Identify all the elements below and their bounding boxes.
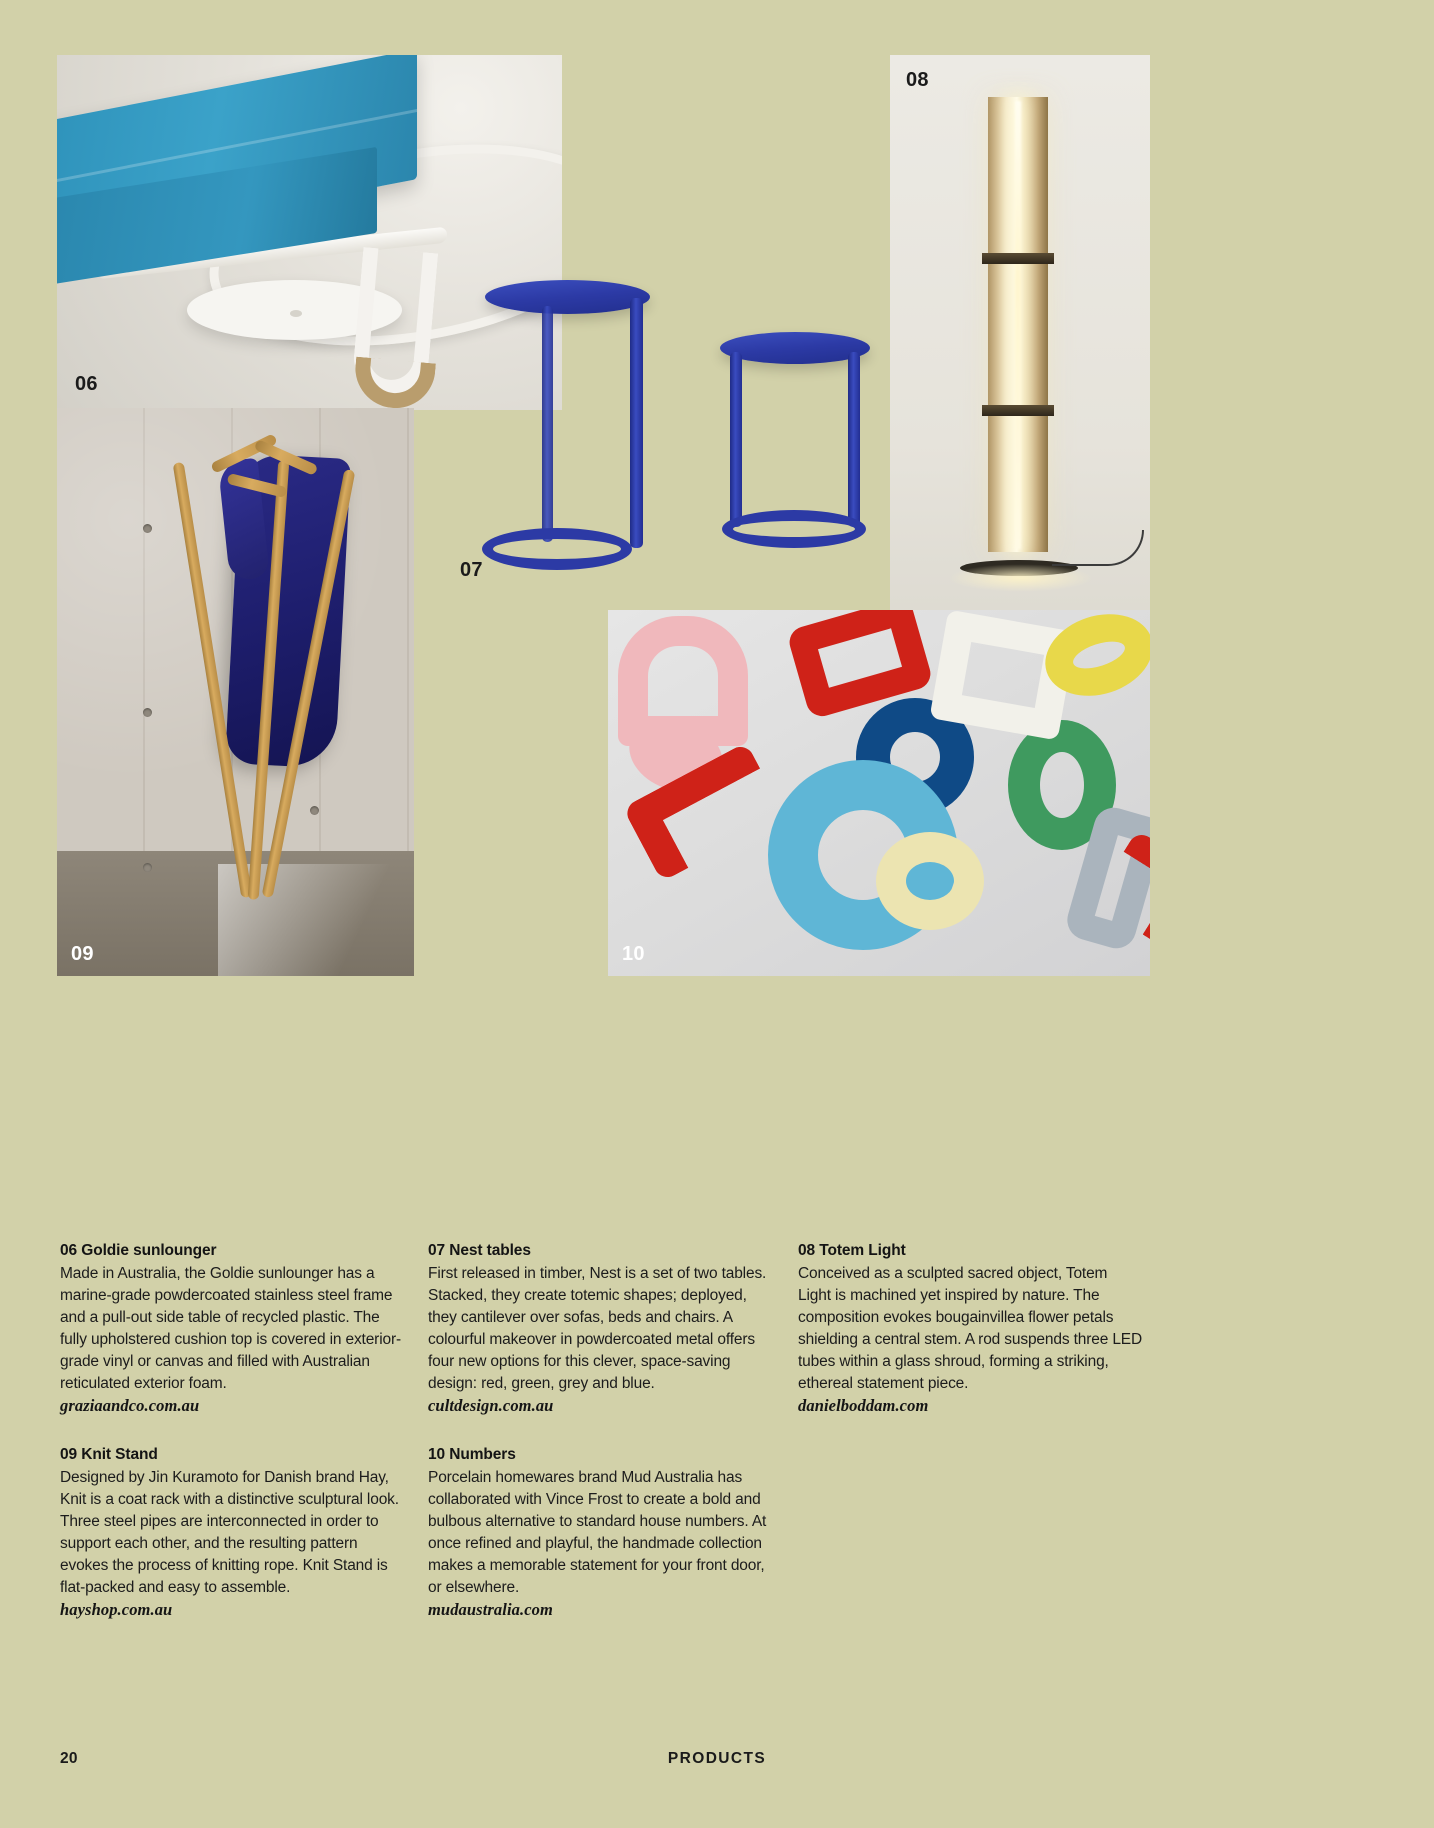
product-image-08-totem-light — [890, 55, 1150, 610]
caption-column-2 — [428, 1240, 773, 1647]
caption-column-3 — [798, 1240, 1143, 1444]
caption-body-08: Conceived as a sculpted sacred object, Totem Light is machined yet inspired by nature. The composition evokes bougainvillea flower petals shielding a central stem. A rod suspends three LED tubes within a glass shroud, forming a striking, ethereal statement piece. — [798, 1265, 1143, 1393]
caption-entry-06 — [60, 1240, 405, 1418]
caption-body-09: Designed by Jin Kuramoto for Danish brand Hay, Knit is a coat rack with a distinctive sculptural look. Three steel pipes are interconnected in order to support each other, and the resulting pattern evokes the process of knitting rope. Knit Stand is flat-packed and easy to assemble. — [60, 1468, 399, 1597]
nest-table-short-base — [722, 510, 866, 548]
nest-table-short-leg-left — [730, 352, 742, 527]
caption-column-1 — [60, 1240, 405, 1647]
product-image-10-numbers — [608, 610, 1150, 976]
totem-band-lower — [982, 405, 1054, 416]
caption-url-10[interactable]: mudaustralia.com — [428, 1600, 553, 1620]
nest-table-tall-stem-inner — [542, 306, 553, 542]
nest-table-short-leg-right — [848, 352, 860, 527]
wall-hole — [143, 708, 152, 717]
wall-hole — [143, 863, 152, 872]
caption-url-06[interactable]: graziaandco.com.au — [60, 1396, 200, 1416]
caption-entry-07 — [428, 1240, 773, 1418]
nest-table-tall-base — [482, 528, 632, 570]
blue-coat — [225, 453, 351, 768]
caption-heading-08: 08 Totem Light — [798, 1242, 906, 1259]
totem-led-tube — [1015, 101, 1021, 549]
caption-heading-07: 07 Nest tables — [428, 1242, 531, 1259]
product-image-09-knit-stand — [57, 408, 414, 976]
wall-hole — [143, 524, 152, 533]
plate-number-08: 08 — [906, 69, 929, 91]
plate-number-09: 09 — [71, 943, 94, 965]
wall-hole — [310, 806, 319, 815]
page-footer — [0, 1708, 1434, 1828]
nest-table-tall-top — [485, 280, 650, 314]
caption-heading-06: 06 Goldie sunlounger — [60, 1242, 217, 1259]
caption-url-07[interactable]: cultdesign.com.au — [428, 1396, 554, 1416]
product-image-07-nest-tables — [430, 270, 890, 610]
caption-body-06: Made in Australia, the Goldie sunlounger has a marine-grade powdercoated stainless steel frame and a pull-out side table of recycled plastic. The fully upholstered cushion top is covered in exterior-grade vinyl or canvas and filled with Australian reticulated exterior foam. — [60, 1265, 401, 1393]
caption-url-09[interactable]: hayshop.com.au — [60, 1600, 173, 1620]
caption-heading-09: 09 Knit Stand — [60, 1445, 158, 1463]
plate-number-07: 07 — [460, 559, 483, 581]
numeral-cream-0 — [876, 832, 984, 930]
power-cord — [1052, 530, 1144, 566]
caption-entry-08 — [798, 1240, 1143, 1418]
plate-number-06: 06 — [75, 373, 98, 395]
page-number: 20 — [60, 1750, 78, 1767]
caption-body-10: Porcelain homewares brand Mud Australia has collaborated with Vince Frost to create a bold and bulbous alternative to standard house numbers. At once refined and playful, the handmade collection makes a memorable statement for your front door, or elsewhere. — [428, 1468, 767, 1597]
caption-url-08[interactable]: danielboddam.com — [798, 1396, 929, 1416]
section-title: PRODUCTS — [667, 1750, 767, 1767]
stone-floor — [57, 851, 414, 976]
nest-table-tall-stem — [630, 298, 643, 548]
caption-body-07: First released in timber, Nest is a set of two tables. Stacked, they create totemic shapes; deployed, they cantilever over sofas, beds and chairs. A colourful makeover in powdercoated metal offers four new options for this clever, space-saving design: red, green, grey and blue. — [428, 1265, 767, 1393]
totem-band-upper — [982, 253, 1054, 264]
caption-entry-10 — [428, 1444, 773, 1622]
plate-number-10: 10 — [622, 943, 645, 965]
caption-entry-09 — [60, 1444, 405, 1622]
caption-heading-10: 10 Numbers — [428, 1445, 516, 1463]
totem-floor-glow — [948, 564, 1093, 592]
